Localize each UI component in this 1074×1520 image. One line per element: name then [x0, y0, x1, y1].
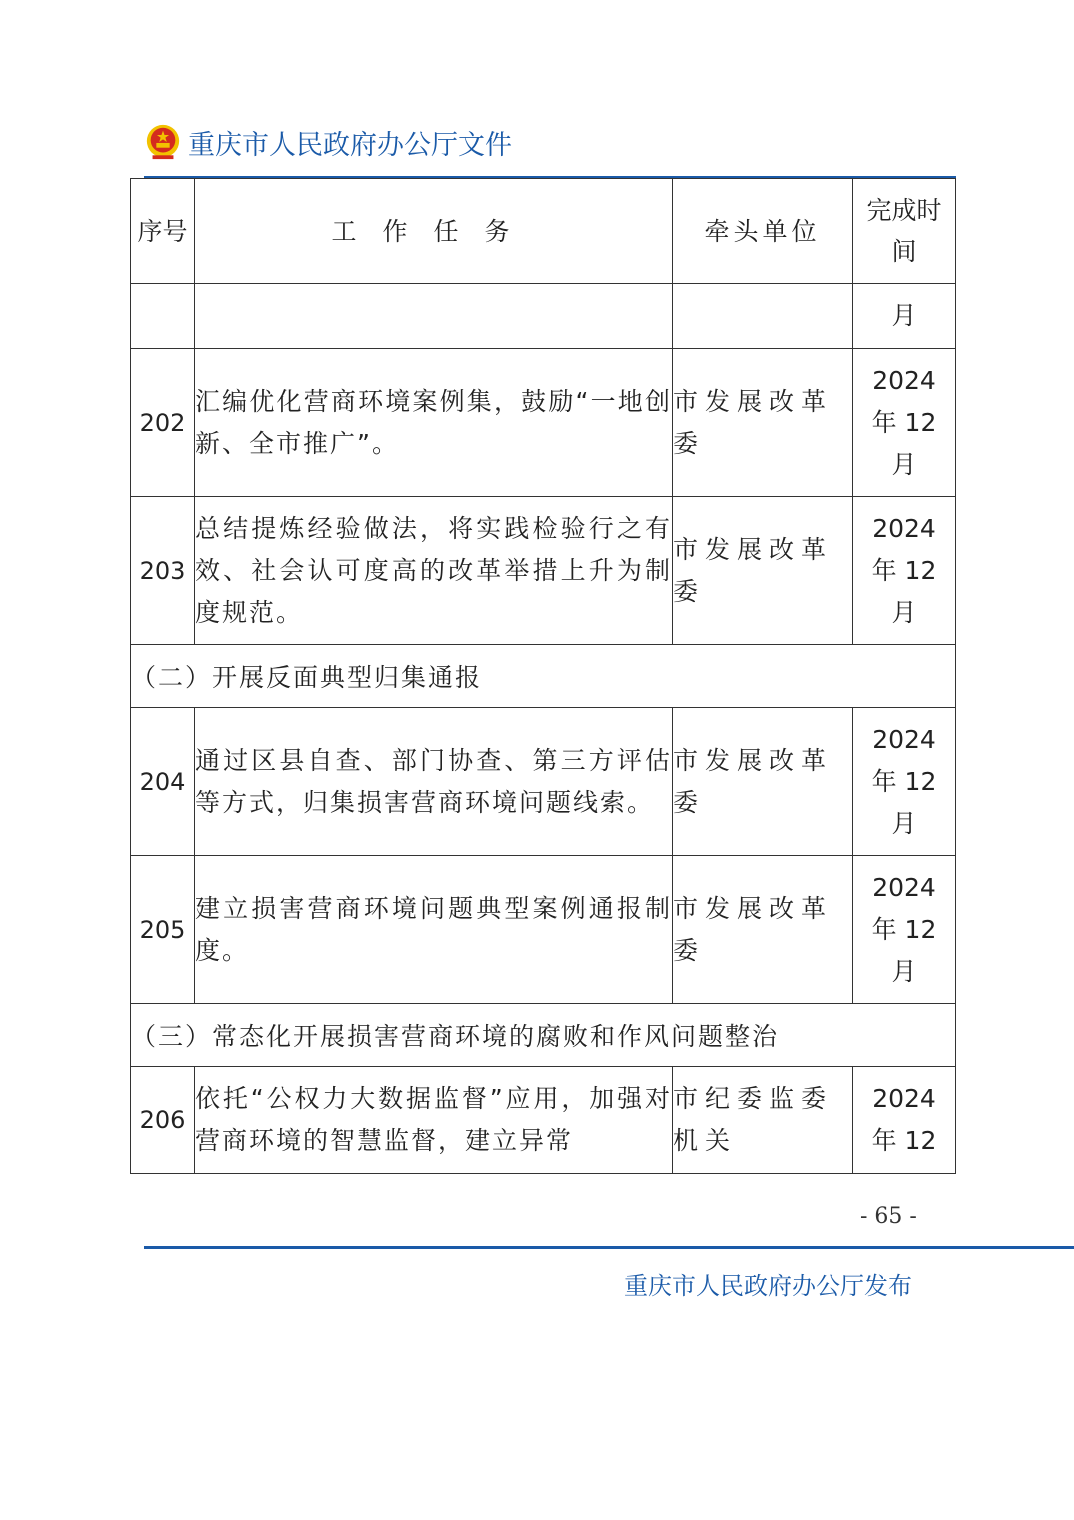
section-row	[131, 1004, 956, 1067]
time-cell: 2024 年 12 月	[853, 856, 956, 1004]
table-row-continuation	[131, 284, 956, 349]
footer-rule	[144, 1246, 1074, 1249]
row-number: 203	[131, 497, 195, 645]
table-row	[131, 708, 956, 856]
header-task: 工作任务	[195, 179, 673, 284]
table-row	[131, 856, 956, 1004]
section-heading: （二）开展反面典型归集通报	[131, 645, 956, 708]
row-number: 202	[131, 349, 195, 497]
task-cell: 汇编优化营商环境案例集，鼓励“一地创新、全市推广”。	[195, 349, 673, 497]
unit-cell: 市纪委监委机关	[673, 1067, 853, 1174]
unit-cell: 市发展改革委	[673, 856, 853, 1004]
footer-publisher: 重庆市人民政府办公厅发布	[624, 1272, 912, 1300]
task-cell: 通过区县自查、部门协查、第三方评估等方式，归集损害营商环境问题线索。	[195, 708, 673, 856]
unit-cell: 市发展改革委	[673, 497, 853, 645]
document-header	[144, 120, 512, 164]
header-time-line1: 完成时	[866, 196, 942, 225]
task-cell: 依托“公权力大数据监督”应用，加强对营商环境的智慧监督，建立异常	[195, 1067, 673, 1174]
unit-cell: 市发展改革委	[673, 349, 853, 497]
header-title: 重庆市人民政府办公厅文件	[188, 129, 512, 161]
time-cell: 2024 年 12 月	[853, 497, 956, 645]
table-row	[131, 497, 956, 645]
header-time-line2: 间	[891, 237, 917, 266]
time-cell: 2024 年 12 月	[853, 349, 956, 497]
task-table	[130, 178, 956, 1174]
row-number: 204	[131, 708, 195, 856]
header-no: 序号	[131, 179, 195, 284]
row-number: 206	[131, 1067, 195, 1174]
header-unit: 牵头单位	[673, 179, 853, 284]
row-number: 205	[131, 856, 195, 1004]
unit-cell: 市发展改革委	[673, 708, 853, 856]
table-row	[131, 1067, 956, 1174]
header-time	[853, 179, 956, 284]
task-cell: 总结提炼经验做法，将实践检验行之有效、社会认可度高的改革举措上升为制度规范。	[195, 497, 673, 645]
time-cell: 2024 年 12	[853, 1067, 956, 1174]
time-cell: 月	[853, 284, 956, 349]
task-cell: 建立损害营商环境问题典型案例通报制度。	[195, 856, 673, 1004]
national-emblem-icon	[144, 122, 182, 162]
section-heading: （三）常态化开展损害营商环境的腐败和作风问题整治	[131, 1004, 956, 1067]
time-cell: 2024 年 12 月	[853, 708, 956, 856]
table-header-row	[131, 179, 956, 284]
table-row	[131, 349, 956, 497]
page-number: - 65 -	[860, 1204, 917, 1229]
section-row	[131, 645, 956, 708]
